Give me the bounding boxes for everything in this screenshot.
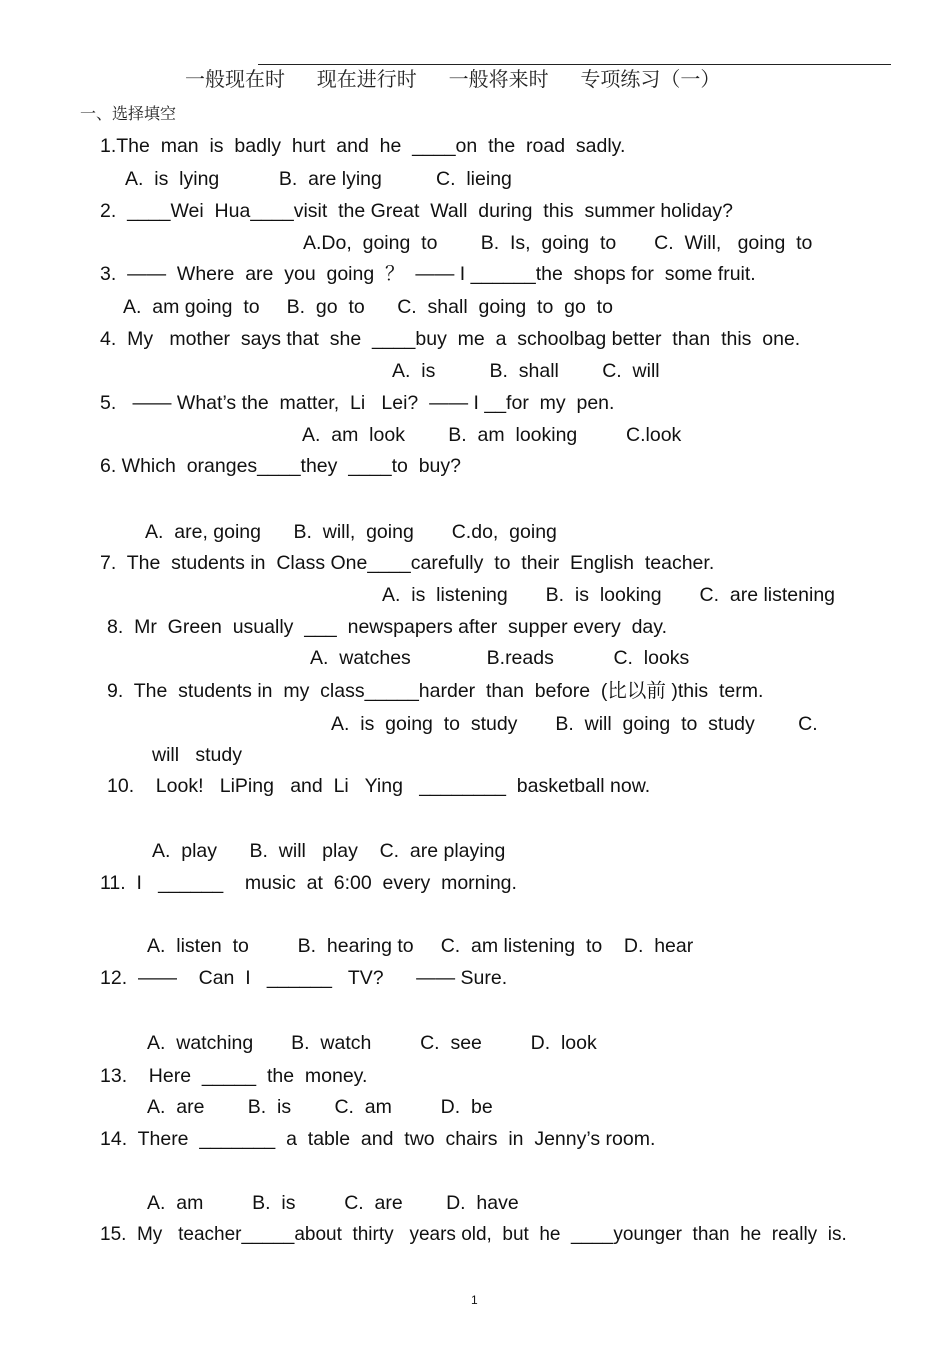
section-heading: 一、选择填空	[80, 104, 177, 123]
options-7: A. is listening B. is looking C. are listening	[382, 584, 836, 606]
page-title: 一般现在时 现在进行时 一般将来时 专项练习（一）	[185, 67, 721, 91]
question-13: 13. Here _____ the money.	[100, 1065, 368, 1087]
question-1: 1.The man is badly hurt and he ____on the road sadly.	[100, 135, 626, 157]
question-7: 7. The students in Class One____carefully to their English teacher.	[100, 552, 715, 574]
question-10: 10. Look! LiPing and Li Ying ________ basketball now.	[107, 775, 651, 797]
question-12: 12. —— Can I ______ TV? —— Sure.	[100, 967, 508, 989]
question-5: 5. —— What’s the matter, Li Lei? —— I __for my pen.	[100, 392, 615, 414]
question-2: 2. ____Wei Hua____visit the Great Wall during this summer holiday?	[100, 200, 733, 222]
options-9-continued: will study	[152, 744, 242, 766]
question-15: 15. My teacher_____about thirty years old, but he ____younger than he really is.	[100, 1224, 847, 1245]
options-6: A. are, going B. will, going C.do, going	[145, 521, 557, 543]
options-12: A. watching B. watch C. see D. look	[147, 1032, 597, 1054]
options-5: A. am look B. am looking C.look	[302, 424, 682, 446]
options-2: A.Do, going to B. Is, going to C. Will, going to	[303, 232, 813, 254]
question-4: 4. My mother says that she ____buy me a schoolbag better than this one.	[100, 328, 801, 350]
options-9: A. is going to study B. will going to study C.	[331, 713, 818, 735]
options-3: A. am going to B. go to C. shall going to go to	[123, 296, 613, 318]
page-number: 1	[471, 1293, 478, 1307]
options-10: A. play B. will play C. are playing	[152, 840, 506, 862]
header-rule	[258, 64, 891, 65]
question-3: 3. —— Where are you going ？ —— I ______the shops for some fruit.	[100, 263, 756, 285]
question-14: 14. There _______ a table and two chairs in Jenny’s room.	[100, 1128, 656, 1150]
options-1: A. is lying B. are lying C. lieing	[125, 168, 512, 190]
options-8: A. watches B.reads C. looks	[310, 647, 690, 669]
question-11: 11. I ______ music at 6:00 every morning.	[100, 872, 517, 894]
question-6: 6. Which oranges____they ____to buy?	[100, 455, 461, 477]
options-14: A. am B. is C. are D. have	[147, 1192, 519, 1214]
options-13: A. are B. is C. am D. be	[147, 1096, 493, 1118]
options-4: A. is B. shall C. will	[392, 360, 660, 382]
question-9: 9. The students in my class_____harder than before (比以前 )this term.	[107, 680, 764, 702]
options-11: A. listen to B. hearing to C. am listening to D. hear	[147, 935, 694, 957]
question-8: 8. Mr Green usually ___ newspapers after supper every day.	[107, 616, 667, 638]
